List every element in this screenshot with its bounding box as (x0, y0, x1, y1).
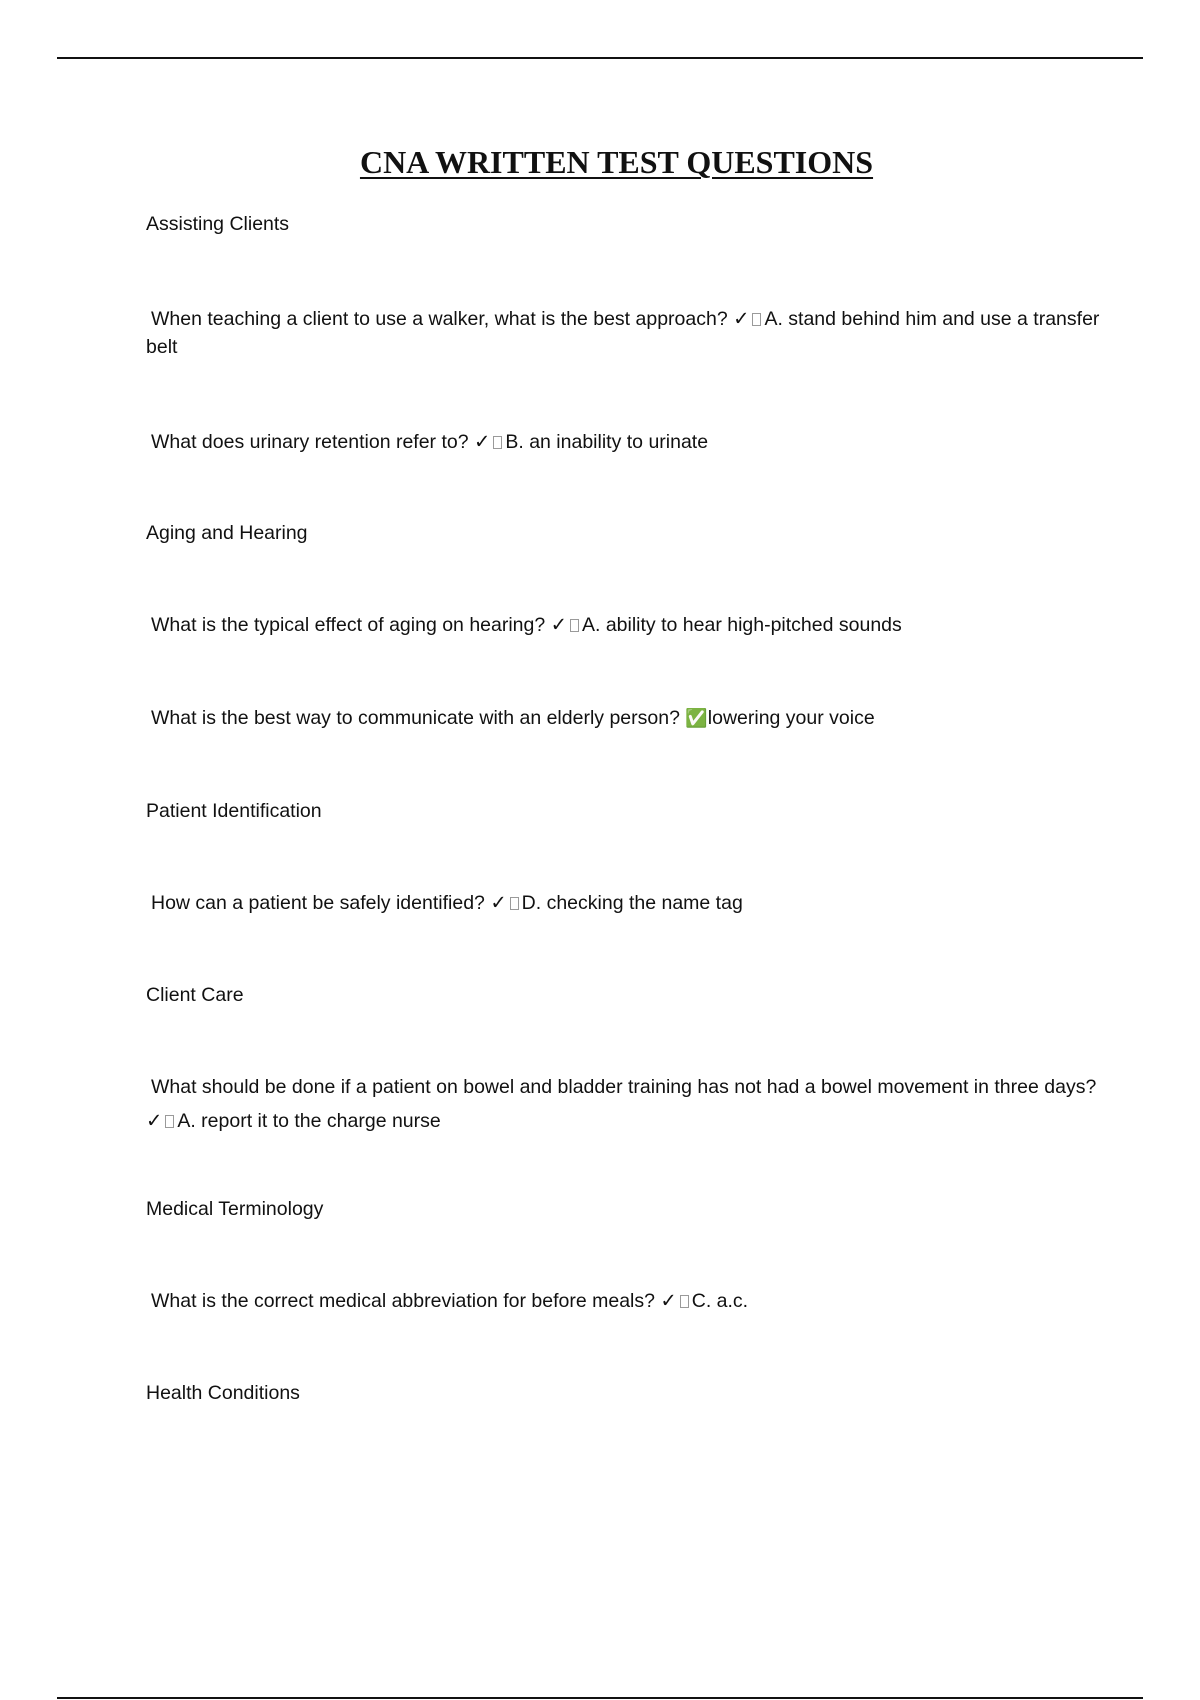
answer-text: A. stand behind him and use a transfer belt (146, 308, 1100, 358)
question-item (146, 889, 1106, 917)
document-title: CNA WRITTEN TEST QUESTIONS (359, 144, 874, 180)
question-item (146, 305, 1106, 361)
top-rule (57, 57, 1143, 59)
check-icon: ✓ (474, 430, 491, 453)
question-item (146, 1071, 1106, 1138)
check-mark-icon: ✅ (685, 708, 708, 729)
bottom-rule (57, 1697, 1143, 1699)
section-heading: Client Care (146, 984, 244, 1006)
check-icon: ✓ (490, 891, 507, 914)
check-icon: ✓ (146, 1109, 163, 1132)
question-text: What is the best way to communicate with an elderly person? (151, 707, 680, 729)
question-text: What does urinary retention refer to? (151, 431, 469, 453)
question-text: How can a patient be safely identified? (151, 892, 485, 914)
question-item (146, 611, 1106, 639)
question-text: What is the typical effect of aging on hearing? (151, 614, 546, 636)
answer-text: lowering your voice (707, 707, 875, 729)
answer-text: A. ability to hear high-pitched sounds (581, 614, 902, 636)
box-icon (165, 1115, 174, 1128)
question-text: When teaching a client to use a walker, what is the best approach? (151, 308, 728, 330)
box-icon (752, 313, 761, 326)
question-item (146, 1287, 1106, 1315)
section-heading: Health Conditions (146, 1382, 300, 1404)
check-icon: ✓ (550, 613, 567, 636)
question-text: What is the correct medical abbreviation for before meals? (151, 1290, 655, 1312)
box-icon (680, 1295, 689, 1308)
question-item (146, 428, 1106, 456)
answer-text: C. a.c. (691, 1290, 749, 1312)
question-item (146, 704, 1106, 733)
section-heading: Patient Identification (146, 800, 322, 822)
check-icon: ✓ (733, 307, 750, 330)
box-icon (570, 619, 579, 632)
box-icon (493, 436, 502, 449)
section-heading: Assisting Clients (146, 213, 290, 235)
answer-text: D. checking the name tag (521, 892, 743, 914)
section-heading: Medical Terminology (146, 1198, 324, 1220)
question-text: What should be done if a patient on bowel and bladder training has not had a bowel movement in three days? (151, 1076, 1097, 1098)
section-heading: Aging and Hearing (146, 522, 308, 544)
answer-text: A. report it to the charge nurse (177, 1110, 441, 1132)
box-icon (510, 897, 519, 910)
check-icon: ✓ (660, 1289, 677, 1312)
answer-text: B. an inability to urinate (505, 431, 709, 453)
